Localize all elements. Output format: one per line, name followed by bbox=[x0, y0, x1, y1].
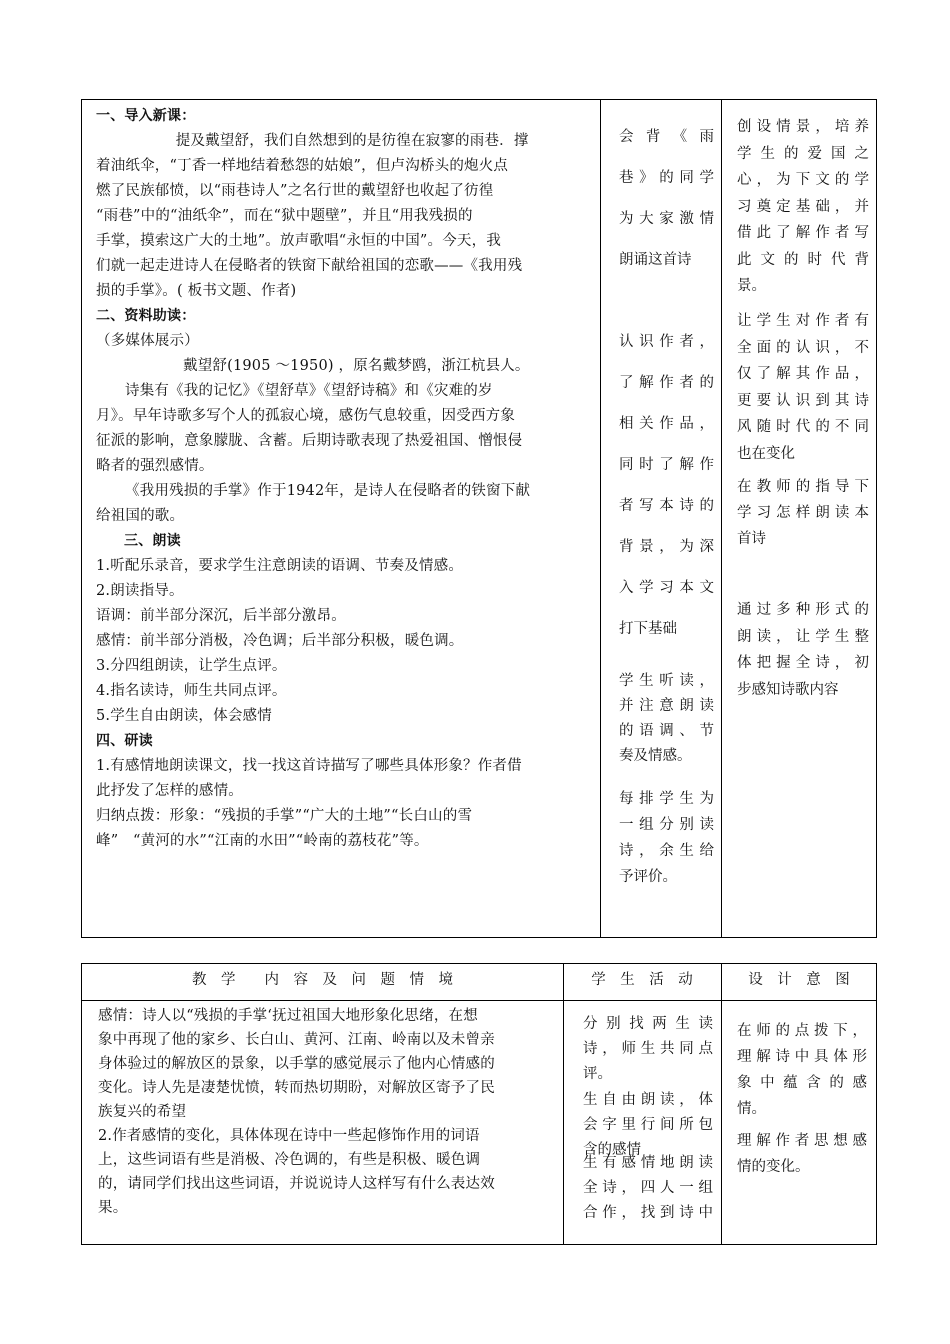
text-line: 理解作者思想感 bbox=[737, 1133, 867, 1149]
section-title: 一、导入新课： bbox=[96, 108, 196, 124]
text-line: 峰” “黄河的水”“江南的水田”“岭南的荔枝花”等。 bbox=[96, 833, 429, 849]
student-activity-c bbox=[583, 1151, 713, 1226]
text-line: 戴望舒(1905 ～1950) ，原名戴梦鸥，浙江杭县人。 bbox=[183, 358, 530, 374]
section-title: 二、资料助读： bbox=[96, 308, 196, 324]
text-line: 果。 bbox=[98, 1200, 128, 1216]
text-line: 月》。早年诗歌多写个人的孤寂心境，感伤气息较重，因受西方象 bbox=[96, 408, 516, 424]
student-activity-b bbox=[619, 322, 714, 650]
text-line: 了解作者的 bbox=[619, 375, 714, 391]
text-line: 们就一起走进诗人在侵略者的铁窗下献给祖国的恋歌——《我用残 bbox=[96, 258, 523, 274]
text-line: 身体验过的解放区的景象，以手掌的感觉展示了他内心情感的 bbox=[98, 1056, 495, 1072]
design-intent-c bbox=[737, 474, 869, 552]
text-line: 让学生对作者有 bbox=[737, 313, 869, 329]
text-line: 为大家激情 bbox=[619, 211, 714, 227]
text-line: 提及戴望舒，我们自然想到的是彷徨在寂寥的雨巷．撑 bbox=[175, 133, 529, 149]
text-line: 首诗 bbox=[737, 531, 766, 547]
text-line: “雨巷”中的“油纸伞”，而在“狱中题壁”，并且“用我残损的 bbox=[96, 208, 473, 224]
student-activity-c bbox=[619, 669, 714, 769]
text-line: 心，为下文的学 bbox=[737, 172, 869, 188]
text-line: 打下基础 bbox=[619, 621, 677, 637]
text-line: 朗读，让学生整 bbox=[737, 628, 869, 645]
text-line: 借此了解作者写 bbox=[737, 225, 869, 241]
text-line: 此抒发了怎样的感情。 bbox=[96, 783, 243, 799]
section-title: 四、研读 bbox=[96, 733, 153, 749]
text-line: 学生听读， bbox=[619, 673, 714, 689]
text-line: 变化。诗人先是凄楚忧愤，转而热切期盼，对解放区寄予了民 bbox=[98, 1080, 495, 1096]
text-line: 象中再现了他的家乡、长白山、黄河、江南、岭南以及未曾亲 bbox=[98, 1032, 495, 1048]
text-line: （多媒体展示） bbox=[96, 333, 199, 349]
header-design-intent: 设 计 意 图 bbox=[748, 972, 850, 988]
text-line: 的语调、节 bbox=[619, 723, 714, 739]
text-line: 会字里行间所包 bbox=[583, 1117, 713, 1133]
text-line: 评。 bbox=[583, 1066, 612, 1082]
student-activity-a bbox=[619, 117, 714, 281]
text-line: 更要认识到其诗 bbox=[737, 392, 869, 409]
text-line: 2.朗读指导。 bbox=[96, 583, 184, 599]
design-intent-b bbox=[737, 308, 869, 467]
text-line: 着油纸伞，“丁香一样地结着愁怨的姑娘”，但卢沟桥头的炮火点 bbox=[96, 158, 509, 174]
text-line: 习奠定基础，并 bbox=[737, 198, 869, 215]
lesson-table-1 bbox=[81, 99, 877, 938]
text-line: 仅了解其作品， bbox=[737, 366, 869, 382]
text-line: 分别找两生读 bbox=[583, 1016, 713, 1032]
text-line: 在教师的指导下 bbox=[737, 479, 869, 495]
design-intent-a bbox=[737, 1018, 867, 1122]
text-line: 1.听配乐录音，要求学生注意朗读的语调、节奏及情感。 bbox=[96, 558, 464, 574]
text-line: 认识作者， bbox=[619, 334, 714, 350]
text-line: 奏及情感。 bbox=[619, 748, 692, 764]
design-intent-a bbox=[737, 114, 869, 300]
student-activity-a bbox=[583, 1012, 713, 1087]
text-line: 4.指名读诗，师生共同点评。 bbox=[96, 683, 287, 699]
text-line: 理解诗中具体形 bbox=[737, 1049, 867, 1065]
text-line: 5.学生自由朗读，体会感情 bbox=[96, 708, 272, 724]
text-line: 步感知诗歌内容 bbox=[737, 681, 839, 698]
text-line: 诗，师生共同点 bbox=[583, 1041, 713, 1057]
column-divider bbox=[721, 100, 722, 937]
text-line: 体把握全诗，初 bbox=[737, 655, 869, 671]
content-column bbox=[96, 104, 592, 854]
section-title: 三、朗读 bbox=[124, 533, 181, 549]
text-line: 3.分四组朗读，让学生点评。 bbox=[96, 658, 287, 674]
text-line: 感情：前半部分消极，冷色调；后半部分积极，暖色调。 bbox=[96, 633, 464, 649]
text-line: 生自由朗读，体 bbox=[583, 1092, 713, 1108]
text-line: 《我用残损的手掌》作于1942年，是诗人在侵略者的铁窗下献 bbox=[125, 483, 531, 499]
text-line: 学生的爱国之 bbox=[737, 145, 869, 162]
text-line: 情。 bbox=[737, 1101, 766, 1117]
text-line: 景。 bbox=[737, 278, 766, 294]
text-line: 学习怎样朗读本 bbox=[737, 505, 869, 521]
text-line: 给祖国的歌。 bbox=[96, 508, 185, 524]
text-line: 诗，余生给 bbox=[619, 843, 714, 859]
content-column bbox=[98, 1004, 558, 1220]
text-line: 语调：前半部分深沉，后半部分激昂。 bbox=[96, 608, 346, 624]
design-intent-b bbox=[737, 1128, 867, 1180]
text-line: 感情：诗人以“残损的手掌‘抚过祖国大地形象化思绪，在想 bbox=[98, 1008, 478, 1024]
text-line: 情的变化。 bbox=[737, 1159, 810, 1175]
column-divider bbox=[563, 964, 564, 1244]
column-divider bbox=[721, 964, 722, 1244]
design-intent-d bbox=[737, 597, 869, 703]
text-line: 象中蕴含的感 bbox=[737, 1075, 867, 1091]
text-line: 巷》的同学 bbox=[619, 170, 714, 186]
text-line: 并注意朗读 bbox=[619, 698, 714, 714]
text-line: 创设情景，培养 bbox=[737, 119, 869, 135]
text-line: 朗诵这首诗 bbox=[619, 252, 692, 268]
text-line: 此文的时代背 bbox=[737, 251, 869, 268]
text-line: 征派的影响，意象朦胧、含蓄。后期诗歌表现了热爱祖国、憎恨侵 bbox=[96, 433, 523, 449]
text-line: 含的感情 bbox=[583, 1142, 641, 1158]
text-line: 燃了民族郁愤，以“雨巷诗人”之名行世的戴望舒也收起了彷徨 bbox=[96, 183, 494, 199]
text-line: 也在变化 bbox=[737, 445, 795, 462]
text-line: 上，这些词语有些是消极、冷色调的，有些是积极、暖色调 bbox=[98, 1152, 481, 1168]
text-line: 通过多种形式的 bbox=[737, 602, 869, 618]
text-line: 入学习本文 bbox=[619, 580, 714, 596]
text-line: 2.作者感情的变化，具体体现在诗中一些起修饰作用的词语 bbox=[98, 1128, 480, 1144]
text-line: 略者的强烈感情。 bbox=[96, 458, 214, 474]
text-line: 相关作品， bbox=[619, 416, 714, 432]
text-line: 在师的点拨下， bbox=[737, 1023, 867, 1039]
text-line: 一组分别读 bbox=[619, 817, 714, 833]
text-line: 背景，为深 bbox=[619, 539, 714, 555]
text-line: 归纳点拨：形象：“残损的手掌”“广大的土地”“长白山的雪 bbox=[96, 808, 473, 824]
text-line: 每排学生为 bbox=[619, 791, 714, 807]
text-line: 予评价。 bbox=[619, 869, 677, 885]
text-line: 手掌，摸索这广大的土地”。放声歌唱“永恒的中国”。今天，我 bbox=[96, 233, 502, 249]
text-line: 的，请同学们找出这些词语，并说说诗人这样写有什么表达效 bbox=[98, 1176, 495, 1192]
text-line: 同时了解作 bbox=[619, 457, 714, 473]
text-line: 诗集有《我的记忆》《望舒草》《望舒诗稿》和《灾难的岁 bbox=[125, 383, 493, 399]
text-line: 风随时代的不同 bbox=[737, 419, 869, 435]
header-student-activity: 学 生 活 动 bbox=[591, 972, 693, 988]
lesson-table-2 bbox=[81, 963, 877, 1245]
text-line: 者写本诗的 bbox=[619, 498, 714, 514]
text-line: 族复兴的希望 bbox=[98, 1104, 187, 1120]
student-activity-d bbox=[619, 786, 714, 890]
text-line: 会 背 《 雨 bbox=[619, 129, 714, 145]
header-content: 教 学 内 容 及 问 题 情 境 bbox=[192, 972, 453, 988]
text-line: 1.有感情地朗读课文，找一找这首诗描写了哪些具体形象？作者借 bbox=[96, 758, 522, 774]
text-line: 全诗，四人一组 bbox=[583, 1180, 713, 1196]
text-line: 损的手掌》。( 板书文题、作者) bbox=[96, 283, 297, 299]
header-divider bbox=[82, 1000, 876, 1001]
text-line: 生有感情地朗读 bbox=[583, 1155, 713, 1171]
text-line: 合作，找到诗中 bbox=[583, 1205, 713, 1221]
column-divider bbox=[600, 100, 601, 937]
text-line: 全面的认识，不 bbox=[737, 339, 869, 356]
